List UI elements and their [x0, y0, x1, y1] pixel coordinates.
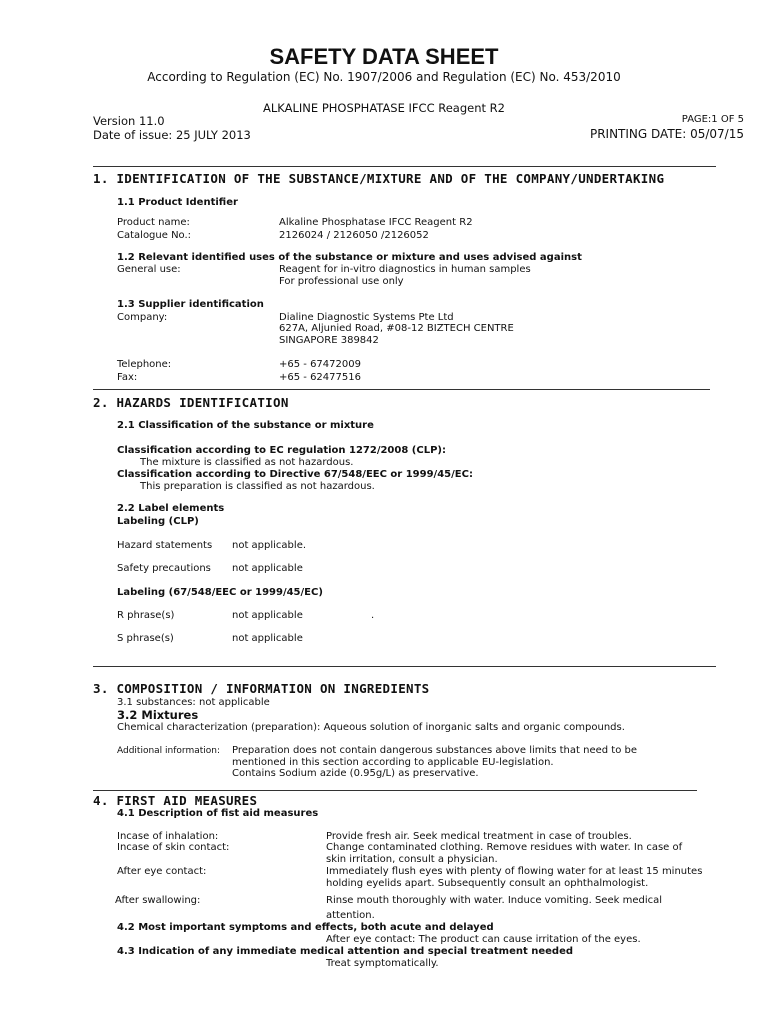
s-phrase-value: not applicable — [232, 633, 303, 644]
inhalation-value: Provide fresh air. Seek medical treatment in case of troubles. — [326, 831, 632, 842]
subsection-2-1: 2.1 Classification of the substance or mixture — [117, 420, 374, 431]
divider — [93, 389, 710, 390]
directive-classification-heading: Classification according to Directive 67/548/EEC or 1999/45/EC: — [117, 469, 473, 480]
subsection-4-1: 4.1 Description of fist aid measures — [117, 808, 319, 819]
page-number: PAGE:1 OF 5 — [681, 114, 744, 125]
general-use-value-2: For professional use only — [279, 276, 404, 287]
s-phrase-label: S phrase(s) — [117, 633, 174, 644]
skin-contact-label: Incase of skin contact: — [117, 842, 230, 853]
swallowing-label: After swallowing: — [115, 895, 201, 906]
directive-classification-text: This preparation is classified as not hazardous. — [140, 481, 375, 492]
subsection-4-3: 4.3 Indication of any immediate medical attention and special treatment needed — [117, 946, 574, 957]
subsection-4-2: 4.2 Most important symptoms and effects, both acute and delayed — [117, 922, 494, 933]
product-heading: ALKALINE PHOSPHATASE IFCC Reagent R2 — [263, 101, 505, 115]
product-name-label: Product name: — [117, 217, 190, 228]
regulation-line: According to Regulation (EC) No. 1907/2006 and Regulation (EC) No. 453/2010 — [147, 70, 621, 84]
swallowing-value-2: attention. — [326, 910, 375, 921]
company-label: Company: — [117, 312, 168, 323]
swallowing-value-1: Rinse mouth thoroughly with water. Induce vomiting. Seek medical — [326, 895, 662, 906]
divider — [93, 166, 716, 167]
r-phrase-value: not applicable — [232, 610, 303, 621]
inhalation-label: Incase of inhalation: — [117, 831, 219, 842]
safety-precautions-value: not applicable — [232, 563, 303, 574]
printing-date: PRINTING DATE: 05/07/15 — [589, 127, 744, 141]
eye-contact-value-1: Immediately flush eyes with plenty of flowing water for at least 15 minutes — [326, 866, 703, 877]
r-phrase-label: R phrase(s) — [117, 610, 175, 621]
chemical-characterization: Chemical characterization (preparation): Aqueous solution of inorganic salts and organic compounds. — [117, 722, 625, 733]
additional-info-line-2: mentioned in this section according to applicable EU-legislation. — [232, 757, 554, 768]
catalogue-label: Catalogue No.: — [117, 230, 192, 241]
company-city: SINGAPORE 389842 — [279, 335, 379, 346]
subsection-1-1: 1.1 Product Identifier — [117, 197, 238, 208]
general-use-label: General use: — [117, 264, 181, 275]
catalogue-value: 2126024 / 2126050 /2126052 — [279, 230, 429, 241]
substances-text: 3.1 substances: not applicable — [117, 697, 270, 708]
mixtures-heading: 3.2 Mixtures — [117, 708, 199, 722]
company-name: Dialine Diagnostic Systems Pte Ltd — [279, 312, 454, 323]
hazard-statements-value: not applicable. — [232, 540, 307, 551]
clp-classification-heading: Classification according to EC regulation 1272/2008 (CLP): — [117, 445, 446, 456]
section-3-heading: 3. COMPOSITION / INFORMATION ON INGREDIENTS — [93, 681, 430, 696]
skin-contact-value-1: Change contaminated clothing. Remove residues with water. In case of — [326, 842, 683, 853]
product-name-value: Alkaline Phosphatase IFCC Reagent R2 — [279, 217, 473, 228]
eye-contact-value-2: holding eyelids apart. Subsequently consult an ophthalmologist. — [326, 878, 649, 889]
telephone-label: Telephone: — [117, 359, 172, 370]
version-text: Version 11.0 — [93, 114, 165, 128]
fax-label: Fax: — [117, 372, 138, 383]
general-use-value: Reagent for in-vitro diagnostics in human samples — [279, 264, 531, 275]
additional-info-line-1: Preparation does not contain dangerous substances above limits that need to be — [232, 745, 637, 756]
subsection-1-2: 1.2 Relevant identified uses of the substance or mixture and uses advised against — [117, 252, 582, 263]
issue-date-text: Date of issue: 25 JULY 2013 — [93, 128, 251, 142]
subsection-2-2: 2.2 Label elements — [117, 503, 225, 514]
fax-value: +65 - 62477516 — [279, 372, 361, 383]
telephone-value: +65 - 67472009 — [279, 359, 361, 370]
subsection-1-3: 1.3 Supplier identification — [117, 299, 264, 310]
hazard-statements-label: Hazard statements — [117, 540, 213, 551]
company-address: 627A, Aljunied Road, #08-12 BIZTECH CENTRE — [279, 323, 514, 334]
labeling-clp-heading: Labeling (CLP) — [117, 516, 199, 527]
safety-precautions-label: Safety precautions — [117, 563, 211, 574]
divider — [93, 790, 697, 791]
additional-info-line-3: Contains Sodium azide (0.95g/L) as preservative. — [232, 768, 479, 779]
section-2-heading: 2. HAZARDS IDENTIFICATION — [93, 395, 289, 410]
eye-contact-label: After eye contact: — [117, 866, 207, 877]
symptoms-text: After eye contact: The product can cause irritation of the eyes. — [326, 934, 641, 945]
skin-contact-value-2: skin irritation, consult a physician. — [326, 854, 498, 865]
labeling-directive-heading: Labeling (67/548/EEC or 1999/45/EC) — [117, 587, 323, 598]
r-phrase-dot: . — [371, 610, 375, 621]
section-4-heading: 4. FIRST AID MEASURES — [93, 793, 258, 808]
divider — [93, 666, 716, 667]
clp-classification-text: The mixture is classified as not hazardous. — [140, 457, 354, 468]
section-1-heading: 1. IDENTIFICATION OF THE SUBSTANCE/MIXTURE AND OF THE COMPANY/UNDERTAKING — [93, 171, 665, 186]
document-title: SAFETY DATA SHEET — [269, 44, 499, 69]
additional-info-label: Additional information: — [117, 746, 221, 756]
treatment-text: Treat symptomatically. — [326, 958, 439, 969]
